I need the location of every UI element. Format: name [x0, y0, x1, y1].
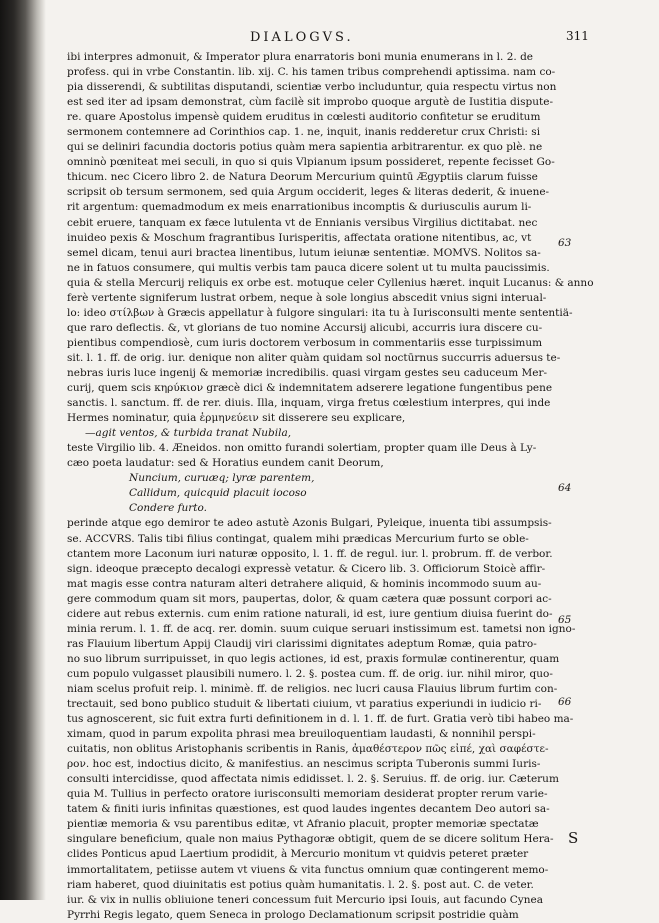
text-line: profess. qui in vrbe Constantin. lib. xij. C. his tamen tribus comprehendi aptissima. nam co- [67, 66, 556, 79]
signature-mark: S [568, 829, 579, 847]
text-line: ferè vertente signiferum lustrat orbem, neque à sole longius abscedit vnius signi interual- [67, 291, 547, 304]
text-line: niam scelus profuit reip. l. minimè. ff. de religios. nec lucri causa Flauius librum furtim con- [67, 682, 558, 695]
text-line: ctantem more Laconum iuri naturæ opposito, l. 1. ff. de regul. iur. l. probrum. ff. de verbor. [67, 547, 553, 560]
text-line: re. quare Apostolus impensè quidem eruditus in cœlesti auditorio confitetur se eruditum [67, 111, 541, 124]
text-line: curij, quem scis κηρύκιον græcè dici & indemnitatem adserere legatione fungentibus pene [67, 382, 553, 395]
text-line: tatem & finiti iuris infinitas quæstiones, est quod laudes ingentes decantem Deo autori sa- [67, 803, 550, 816]
verse-line: Nuncium, curuæq; lyræ parentem, [129, 472, 315, 485]
marginal-note: 63 [558, 237, 572, 249]
text-line: consulti intercidisse, quod affectata nimis edidisset. l. 2. §. Seruius. ff. de orig. iur. Cæterum [67, 773, 559, 786]
text-line: immortalitatem, petiisse autem vt viuens & vita functus omnium quæ contingerent memo- [67, 863, 549, 876]
text-line: cebit eruere, tanquam ex fæce lutulenta vt de Ennianis versibus Virgilius dictitabat. nec [67, 216, 538, 229]
text-line: minia rerum. l. 1. ff. de acq. rer. domin. suum cuique seruari instissimum est. tametsi non igno- [67, 622, 576, 635]
text-line: thicum. nec Cicero libro 2. de Natura Deorum Mercurium quintū Ægyptiis clarum fuisse [67, 171, 538, 184]
text-line: cuitatis, non oblitus Aristophanis scribentis in Ranis, ἀμαθέστερον πῶς εἰπέ, χαὶ σαφέστε- [67, 743, 549, 756]
text-line: tus agnoscerent, sic fuit extra furti definitionem in d. l. 1. ff. de furt. Gratia verò tibi habeo ma- [67, 713, 574, 726]
text-line: sit. l. 1. ff. de orig. iur. denique non aliter quàm quidam sol noctūrnus succurris aduersus te- [67, 351, 561, 364]
verse-intro: —agit ventos, & turbida tranat Nubila, [85, 427, 292, 440]
text-line: inuideo pexis & Moschum fragrantibus Iurisperitis, affectata oratione nitentibus, ac, vt [67, 231, 532, 244]
text-line: rit argentum: quemadmodum ex meis enarrationibus incomptis & duriusculis aurum li- [67, 201, 532, 214]
verse-line: Condere furto. [129, 502, 207, 515]
text-line: qui se deliniri facundia doctoris potius quàm mera sapientia arbitrarentur. ex quo plè. ne [67, 141, 543, 154]
text-line: ne in fatuos consumere, qui multis verbis tam pauca dicere solent ut tu multa paucissimis. [67, 261, 550, 274]
page-number: 311 [566, 29, 589, 43]
text-line: riam haberet, quod diuinitatis est potius quàm humanitatis. l. 2. §. post aut. C. de veter. [67, 878, 534, 891]
text-line: iur. & vix in nullis obliuione teneri concessum fuit Mercurio ipsi Iouis, aut facundo Cynea [67, 893, 543, 906]
text-line: sign. ideoque præcepto decalogi expressè vetatur. & Cicero lib. 3. Officiorum Stoicè affir- [67, 562, 546, 575]
text-line: Pyrrhi Regis legato, quem Seneca in prologo Declamationum scripsit postridie quàm [67, 908, 519, 921]
text-line: pientibus compendiosè, cum iuris doctorem verbosum in commentariis esse turpissimum [67, 336, 543, 349]
text-line: ras Flauium libertum Appij Claudij viri clarissimi dignitates adeptum Romæ, quia patro- [67, 637, 537, 650]
text-line: gere commodum quam sit mors, paupertas, dolor, & quam cætera quæ possunt corpori ac- [67, 592, 552, 605]
text-line: Hermes nominatur, quia ἑρμηνεύειν sit disserere seu explicare, [67, 412, 406, 425]
text-line: cidere aut rebus externis. cum enim ratione naturali, id est, iure gentium diuisa fuerint do- [67, 607, 553, 620]
text-line: lo: ideo στίλβων à Græcis appellatur à fulgore singulari: ita tu à Iurisconsulti mente sententiä- [67, 306, 573, 319]
text-line: pia disserendi, & subtilitas disputandi, scientiæ verbo includuntur, quia respectu virtus non [67, 81, 557, 94]
text-line: singulare beneficium, quale non maius Pythagoræ obtigit, quem de se dicere solitum Hera- [67, 833, 554, 846]
text-line: que raro deflectis. &, vt glorians de tuo nomine Accursij alicubi, accurris iura discere cu- [67, 321, 543, 334]
text-line: se. ACCVRS. Talis tibi filius contingat, qualem mihi prædicas Mercurium furto se oble- [67, 532, 529, 545]
text-line: sanctis. l. sanctum. ff. de rer. diuis. Illa, inquam, virga fretus cœlestium interpres, qui inde [67, 397, 551, 410]
text-line: est sed iter ad ipsam demonstrat, cùm facilè sit improbo quoque argutè de Iustitia dispute- [67, 96, 553, 109]
text-line: ρον. hoc est, indoctius dicito, & manifestius. an nescimus scripta Tuberonis summi Iuris- [67, 758, 541, 771]
verse-line: Callidum, quicquid placuit iocoso [129, 487, 307, 500]
marginal-note: 64 [558, 482, 572, 494]
text-line: quia & stella Mercurij reliquis ex orbe est. motuque celer Cyllenius hæret. inquit Lucanus: & anno [67, 276, 594, 289]
text-line: sermonem contemnere ad Corinthios cap. 1. ne, inquit, inanis redderetur crux Christi: si [67, 126, 541, 139]
marginal-note: 66 [558, 696, 572, 708]
text-line: omninò pœniteat mei seculi, in quo si quis Vlpianum ipsum possideret, repente fecisset Go- [67, 156, 555, 169]
text-line: teste Virgilio lib. 4. Æneidos. non omitto furandi solertiam, propter quam ille Deus à Ly- [67, 442, 537, 455]
page-binding-shadow [0, 0, 46, 900]
text-line: no suo librum surripuisset, in quo legis actiones, id est, praxis formulæ continerentur, quam [67, 652, 560, 665]
text-line: quia M. Tullius in perfecto oratore iurisconsulti memoriam desiderat propter rerum varie- [67, 788, 548, 801]
text-line: trectauit, sed bono publico studuit & libertati ciuium, vt paratius experiundi in iudicio ri- [67, 698, 542, 711]
text-line: cæo poeta laudatur: sed & Horatius eundem canit Deorum, [67, 457, 384, 470]
text-line: mat magis esse contra naturam alteri detrahere aliquid, & hominis incommodo suum au- [67, 577, 542, 590]
text-line: clides Ponticus apud Laertium prodidit, à Mercurio monitum vt quidvis peteret præter [67, 848, 529, 861]
text-line: scripsit ob tersum sermonem, sed quia Argum occiderit, leges & literas dederit, & inuene- [67, 186, 550, 199]
text-line: semel dicam, tenui auri bractea linentibus, lutum ieiunæ sententiæ. MOMVS. Nolitos sa- [67, 246, 541, 259]
text-line: pientiæ memoria & vsu parentibus editæ, vt Afranio placuit, propter memoriæ spectatæ [67, 818, 539, 831]
marginal-note: 65 [558, 614, 572, 626]
text-line: ibi interpres admonuit, & Imperator plura enarratoris boni munia enumerans in l. 2. de [67, 51, 534, 63]
running-title: DIALOGVS. [250, 30, 354, 45]
text-line: cum populo vulgasset plausibili numero. l. 2. §. postea cum. ff. de orig. iur. nihil miror, quo- [67, 667, 553, 680]
text-line: nebras iuris luce ingenij & memoriæ incredibilis. quasi virgam gestes seu caduceum Mer- [67, 366, 548, 379]
text-line: ximam, quod in parum expolita phrasi mea breuiloquentiam laudasti, & nonnihil perspi- [67, 728, 536, 741]
text-line: perinde atque ego demiror te adeo astutè Azonis Bulgari, Pyleique, inuenta tibi assumpsis- [67, 517, 552, 530]
